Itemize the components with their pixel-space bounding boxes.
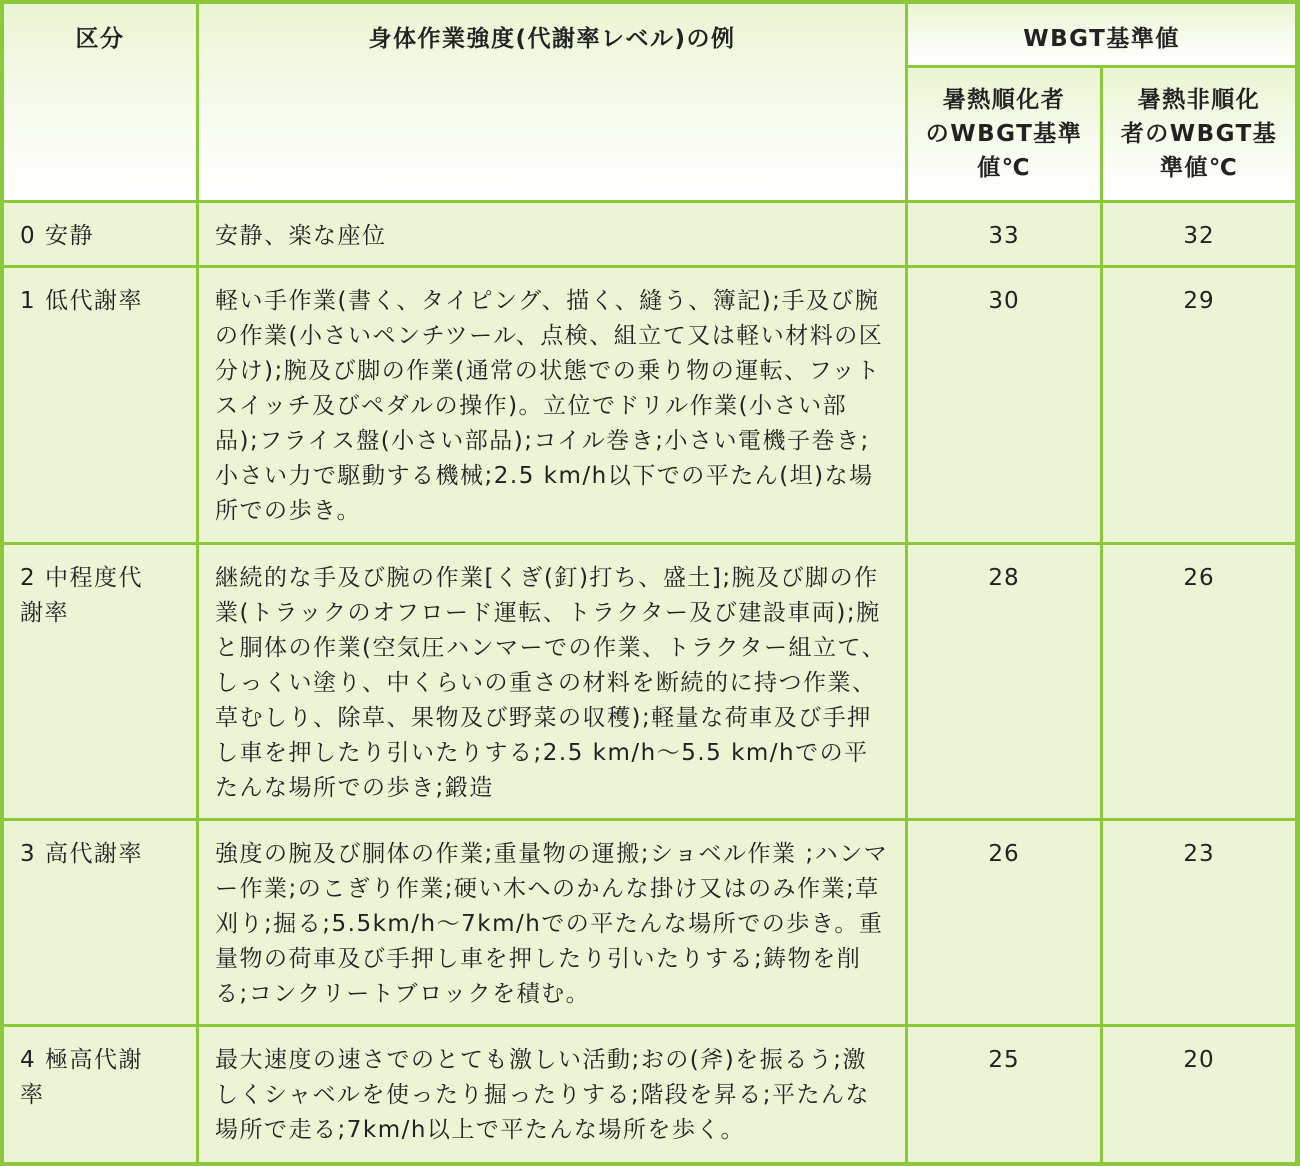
row-examples: 安静、楽な座位 [199,203,905,265]
row-wbgt-acclimatized: 28 [908,545,1100,818]
row-wbgt-non-acclimatized: 26 [1103,545,1295,818]
row-wbgt-non-acclimatized: 32 [1103,203,1295,265]
header-acclimatized: 暑熱順化者 のWBGT基準 値℃ [908,68,1100,200]
row-category: 2 中程度代 謝率 [4,545,196,818]
row-wbgt-non-acclimatized: 29 [1103,268,1295,542]
row-category: 3 高代謝率 [4,821,196,1024]
row-category: 1 低代謝率 [4,268,196,542]
row-wbgt-acclimatized: 25 [908,1027,1100,1162]
row-wbgt-acclimatized: 33 [908,203,1100,265]
row-wbgt-acclimatized: 26 [908,821,1100,1024]
row-wbgt-acclimatized: 30 [908,268,1100,542]
row-examples: 継続的な手及び腕の作業[くぎ(釘)打ち、盛土];腕及び脚の作業(トラックのオフロード運転、トラクター及び建設車両);腕と胴体の作業(空気圧ハンマーでの作業、トラクター組立て、しっくい塗り、中くらいの重さの材料を断続的に持つ作業、草むしり、除草、果物及び野菜の収穫);軽量な荷車及び手押し車を押したり引いたりする;2.5 km/h～5.5 km/hでの平たんな場所での歩き;鍛造 [199,545,905,818]
row-examples: 強度の腕及び胴体の作業;重量物の運搬;ショベル作業 ;ハンマー作業;のこぎり作業;硬い木へのかんな掛け又はのみ作業;草刈り;掘る;5.5km/h～7km/hでの平たんな場所での歩き。重量物の荷車及び手押し車を押したり引いたりする;鋳物を削る;コンクリートブロックを積む。 [199,821,905,1024]
row-category: 0 安静 [4,203,196,265]
header-wbgt-group: WBGT基準値 [908,4,1295,65]
row-wbgt-non-acclimatized: 20 [1103,1027,1295,1162]
row-wbgt-non-acclimatized: 23 [1103,821,1295,1024]
header-non-acclimatized: 暑熱非順化 者のWBGT基 準値℃ [1103,68,1295,200]
row-examples: 軽い手作業(書く、タイピング、描く、縫う、簿記);手及び腕の作業(小さいペンチツール、点検、組立て又は軽い材料の区分け);腕及び脚の作業(通常の状態での乗り物の運転、フットスイッチ及びペダルの操作)。立位でドリル作業(小さい部品);フライス盤(小さい部品);コイル巻き;小さい電機子巻き;小さい力で駆動する機械;2.5 km/h以下での平たん(坦)な場所での歩き。 [199,268,905,542]
row-examples: 最大速度の速さでのとても激しい活動;おの(斧)を振るう;激しくシャベルを使ったり掘ったりする;階段を昇る;平たんな場所で走る;7km/h以上で平たんな場所を歩く。 [199,1027,905,1162]
header-category: 区分 [4,4,196,200]
row-category: 4 極高代謝 率 [4,1027,196,1162]
header-examples: 身体作業強度(代謝率レベル)の例 [199,4,905,200]
